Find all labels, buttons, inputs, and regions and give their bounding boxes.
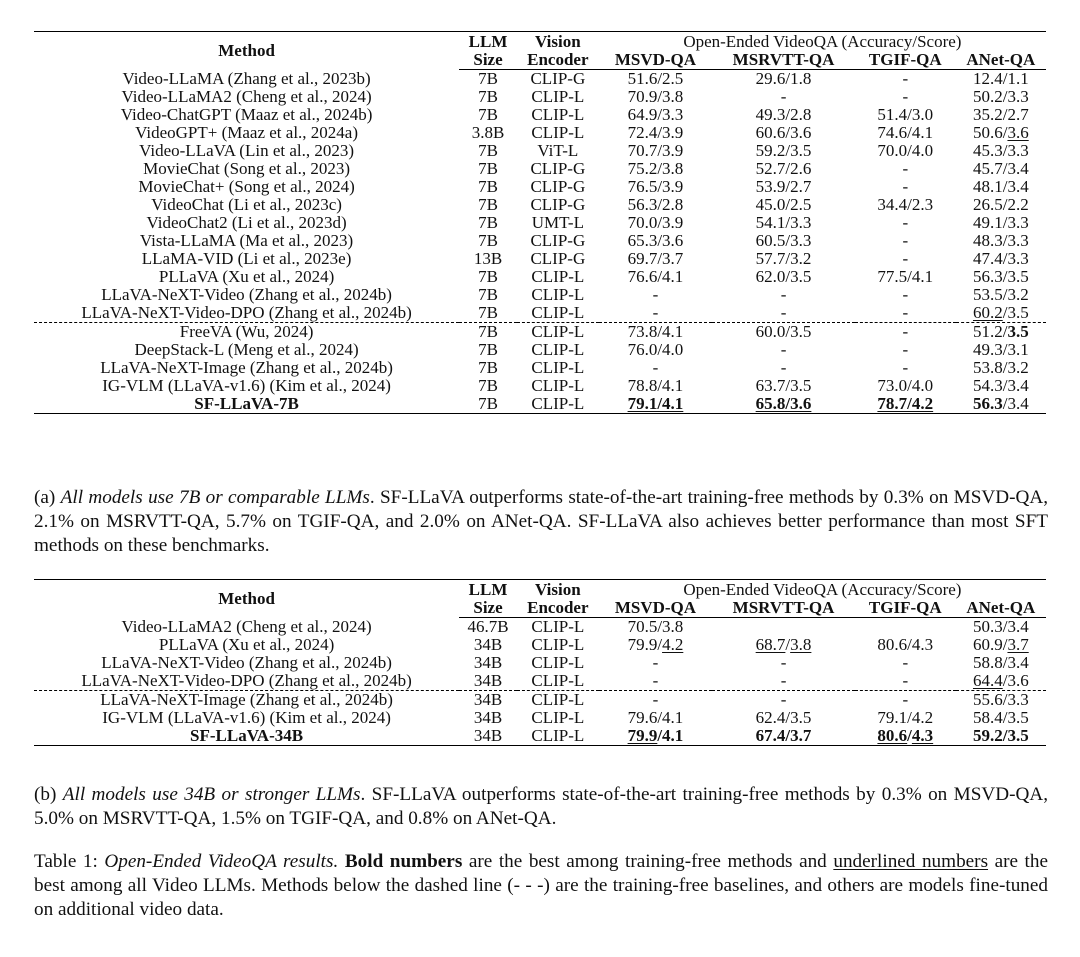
size-cell: 13B	[473, 249, 503, 268]
msvd-cell: 78.8/4.1	[627, 376, 684, 395]
anet-score-bold: 3.5	[1007, 322, 1029, 341]
msvd-cell: 69.7/3.7	[627, 249, 684, 268]
header-group: Open-Ended VideoQA (Accuracy/Score)	[599, 32, 1046, 52]
method-cell: DeepStack-L (Meng et al., 2024)	[134, 340, 359, 359]
caption-text-end: are the best among all Video LLMs. Methods below the dashed line (- - -) are the training-free baselines, and others are models fine-tuned on additional video data.	[34, 851, 1049, 920]
method-cell: IG-VLM (LLaVA-v1.6) (Kim et al., 2024)	[102, 708, 391, 727]
header-msvd: MSVD-QA	[599, 51, 712, 70]
anet-cell: 50.3/3.4	[972, 617, 1029, 636]
tgif-cell: -	[902, 340, 909, 359]
tgif-cell: -	[902, 159, 909, 178]
msrvtt-cell: 60.5/3.3	[755, 231, 812, 250]
msrvtt-cell: 54.1/3.3	[755, 213, 812, 232]
anet-cell	[956, 124, 1046, 142]
header-anet: ANet-QA	[956, 51, 1046, 70]
table-row	[34, 232, 1046, 250]
method-cell: VideoChat (Li et al., 2023c)	[151, 195, 342, 214]
caption-a	[34, 486, 1048, 558]
size-cell: 7B	[478, 141, 498, 160]
msrvtt-cell: -	[780, 671, 787, 690]
tgif-cell: 77.5/4.1	[877, 267, 934, 286]
msvd-cell: -	[652, 285, 659, 304]
encoder-cell: CLIP-L	[531, 376, 585, 395]
encoder-cell: CLIP-L	[531, 635, 585, 654]
method-cell: LLaVA-NeXT-Video-DPO (Zhang et al., 2024b)	[81, 671, 412, 690]
msrvtt-cell: -	[780, 87, 787, 106]
caption-b-italic: All models use 34B or stronger LLMs	[62, 784, 361, 805]
msrvtt-cell: 49.3/2.8	[755, 105, 812, 124]
size-cell: 7B	[478, 177, 498, 196]
header-anet: ANet-QA	[956, 599, 1046, 618]
encoder-cell: CLIP-L	[517, 691, 599, 710]
method-cell: PLLaVA (Xu et al., 2024)	[158, 635, 335, 654]
anet-cell	[956, 304, 1046, 323]
msvd-cell: 65.3/3.6	[627, 231, 684, 250]
msvd-cell: 64.9/3.3	[627, 105, 684, 124]
anet-cell: 59.2/3.5	[956, 727, 1046, 746]
anet-score-underlined: 3.7	[1007, 635, 1029, 654]
size-cell: 34B	[459, 691, 517, 710]
msvd-cell: 70.9/3.8	[627, 87, 684, 106]
size-cell: 46.7B	[467, 617, 509, 636]
anet-score: /3.6	[1002, 671, 1029, 690]
header-size: Size	[459, 51, 517, 70]
msrvtt-cell: 65.8/3.6	[712, 395, 855, 414]
size-cell: 34B	[459, 727, 517, 746]
size-cell: 7B	[478, 340, 498, 359]
header-msvd: MSVD-QA	[599, 599, 712, 618]
table-row	[34, 341, 1046, 359]
table-row	[34, 618, 1046, 637]
tgif-cell: -	[902, 671, 909, 690]
table-row	[34, 377, 1046, 395]
results-table-34b	[34, 579, 1046, 746]
anet-cell: 49.1/3.3	[972, 213, 1029, 232]
table-row	[34, 636, 1046, 654]
encoder-cell: CLIP-L	[531, 123, 585, 142]
method-cell: LLaVA-NeXT-Video (Zhang et al., 2024b)	[101, 285, 392, 304]
tgif-cell: -	[902, 177, 909, 196]
header-msrvtt: MSRVTT-QA	[712, 51, 855, 70]
size-cell: 7B	[478, 195, 498, 214]
size-cell: 34B	[473, 671, 503, 690]
msvd-cell: 75.2/3.8	[627, 159, 684, 178]
msvd-cell: 70.0/3.9	[627, 213, 684, 232]
table-row	[34, 124, 1046, 142]
anet-value: 60.9/	[972, 635, 1008, 654]
msrvtt-slash: /	[785, 635, 791, 654]
anet-cell	[956, 323, 1046, 342]
msrvtt-cell: 52.7/2.6	[755, 159, 812, 178]
msvd-score-bold: /4.1	[657, 726, 684, 745]
tgif-value-underlined: 80.6	[877, 726, 908, 745]
tgif-cell: 74.6/4.1	[877, 123, 934, 142]
anet-score: /3.4	[1002, 394, 1029, 413]
table-row	[34, 178, 1046, 196]
method-cell: VideoGPT+ (Maaz et al., 2024a)	[135, 123, 359, 142]
msvd-cell	[599, 727, 712, 746]
msvd-cell: 79.1/4.1	[599, 395, 712, 414]
table-caption	[34, 850, 1048, 922]
encoder-cell: CLIP-G	[530, 231, 586, 250]
encoder-cell: CLIP-L	[531, 617, 585, 636]
table-row	[34, 160, 1046, 178]
method-cell: LLaVA-NeXT-Image (Zhang et al., 2024b)	[100, 358, 393, 377]
tgif-cell: 51.4/3.0	[877, 105, 934, 124]
method-cell: LLaMA-VID (Li et al., 2023e)	[141, 249, 352, 268]
msvd-cell: 72.4/3.9	[627, 123, 684, 142]
encoder-cell: CLIP-L	[531, 358, 585, 377]
size-cell: 7B	[478, 231, 498, 250]
caption-b-prefix: (b)	[34, 784, 63, 805]
msrvtt-cell: 67.4/3.7	[712, 727, 855, 746]
anet-cell: 56.3/3.5	[972, 267, 1029, 286]
msvd-cell: -	[652, 653, 659, 672]
header-tgif: TGIF-QA	[855, 599, 956, 618]
encoder-cell: CLIP-G	[530, 159, 586, 178]
msrvtt-cell: -	[712, 691, 855, 710]
msrvtt-score-underlined: 3.8	[790, 635, 812, 654]
caption-text-mid: are the best among training-free methods and	[462, 851, 834, 872]
msrvtt-cell: 62.4/3.5	[755, 708, 812, 727]
table-row	[34, 359, 1046, 377]
tgif-cell: 34.4/2.3	[877, 195, 934, 214]
table-row-ours	[34, 395, 1046, 414]
encoder-cell: CLIP-L	[531, 653, 585, 672]
header-row	[34, 32, 1046, 52]
method-cell: FreeVA (Wu, 2024)	[34, 323, 459, 342]
caption-a-prefix: (a)	[34, 487, 61, 508]
msvd-cell: 76.0/4.0	[627, 340, 684, 359]
tgif-cell: -	[902, 285, 909, 304]
size-cell: 7B	[478, 267, 498, 286]
method-cell: Vista-LLaMA (Ma et al., 2023)	[139, 231, 354, 250]
msvd-cell: 73.8/4.1	[599, 323, 712, 342]
msvd-score-underlined: 4.2	[662, 635, 684, 654]
msrvtt-cell: -	[780, 303, 787, 322]
table-row	[34, 142, 1046, 160]
msrvtt-cell: 57.7/3.2	[755, 249, 812, 268]
caption-label: Table 1:	[34, 851, 105, 872]
method-cell: IG-VLM (LLaVA-v1.6) (Kim et al., 2024)	[102, 376, 391, 395]
anet-cell: 48.3/3.3	[972, 231, 1029, 250]
anet-score-underlined: 3.6	[1007, 123, 1029, 142]
tgif-cell: -	[902, 303, 909, 322]
method-cell: LLaVA-NeXT-Image (Zhang et al., 2024b)	[34, 691, 459, 710]
size-cell: 34B	[473, 708, 503, 727]
header-encoder: Encoder	[517, 599, 599, 618]
table-row	[34, 691, 1046, 710]
method-cell: Video-LLaMA (Zhang et al., 2023b)	[122, 68, 371, 88]
header-size: Size	[459, 599, 517, 618]
header-row	[34, 580, 1046, 600]
size-cell: 7B	[478, 358, 498, 377]
table-row	[34, 250, 1046, 268]
method-cell: LLaVA-NeXT-Video (Zhang et al., 2024b)	[101, 653, 392, 672]
msrvtt-cell	[712, 618, 855, 637]
msvd-value-underlined: 79.9	[627, 726, 658, 745]
encoder-cell: CLIP-L	[517, 395, 599, 414]
msrvtt-cell: 62.0/3.5	[755, 267, 812, 286]
anet-value: 51.2/	[972, 322, 1008, 341]
msvd-cell: 56.3/2.8	[627, 195, 684, 214]
msrvtt-cell: 60.0/3.5	[712, 323, 855, 342]
msrvtt-cell: 59.2/3.5	[755, 141, 812, 160]
header-group: Open-Ended VideoQA (Accuracy/Score)	[599, 580, 1046, 600]
method-cell: LLaVA-NeXT-Video-DPO (Zhang et al., 2024b)	[81, 303, 412, 322]
tgif-cell: 79.1/4.2	[877, 708, 934, 727]
encoder-cell: ViT-L	[537, 141, 579, 160]
table-row	[34, 654, 1046, 672]
encoder-cell: CLIP-L	[531, 708, 585, 727]
tgif-cell	[855, 727, 956, 746]
tgif-cell: -	[902, 87, 909, 106]
anet-cell: 48.1/3.4	[972, 177, 1029, 196]
anet-cell: 47.4/3.3	[972, 249, 1029, 268]
method-cell: Video-LLaMA2 (Cheng et al., 2024)	[121, 87, 372, 106]
table-row-ours	[34, 727, 1046, 746]
size-cell: 7B	[478, 376, 498, 395]
table-row	[34, 88, 1046, 106]
msrvtt-cell: 53.9/2.7	[755, 177, 812, 196]
results-table-7b	[34, 31, 1046, 414]
tgif-cell: -	[902, 213, 909, 232]
method-cell: Video-LLaVA (Lin et al., 2023)	[139, 141, 355, 160]
size-cell: 34B	[473, 635, 503, 654]
anet-cell: 45.3/3.3	[972, 141, 1029, 160]
size-cell: 7B	[459, 323, 517, 342]
msvd-cell: 70.7/3.9	[627, 141, 684, 160]
caption-b-text: . SF-LLaVA outperforms state-of-the-art training-free methods by 0.3% on MSVD-QA, 5.0% on MSRVTT-QA, 1.5% on TGIF-QA, and 0.8% on ANet-QA.	[34, 784, 1048, 829]
size-cell: 7B	[478, 285, 498, 304]
caption-title: Open-Ended VideoQA results.	[104, 851, 339, 872]
anet-cell	[956, 395, 1046, 414]
anet-cell: 55.6/3.3	[956, 691, 1046, 710]
table-row	[34, 323, 1046, 342]
anet-cell: 58.8/3.4	[972, 653, 1029, 672]
tgif-cell: -	[902, 653, 909, 672]
encoder-cell: CLIP-L	[531, 671, 585, 690]
msvd-cell: 76.6/4.1	[627, 267, 684, 286]
msvd-cell: 51.6/2.5	[627, 69, 684, 88]
tgif-cell: 78.7/4.2	[855, 395, 956, 414]
tgif-cell: -	[855, 691, 956, 710]
tgif-cell: 80.6/4.3	[877, 635, 934, 654]
msrvtt-cell	[712, 636, 855, 654]
msrvtt-cell: 45.0/2.5	[755, 195, 812, 214]
encoder-cell: CLIP-L	[531, 303, 585, 322]
anet-cell: 54.3/3.4	[972, 376, 1029, 395]
header-method: Method	[34, 32, 459, 70]
table-row	[34, 672, 1046, 691]
tgif-score-underlined: 4.3	[911, 726, 934, 745]
anet-cell: 53.8/3.2	[972, 358, 1029, 377]
encoder-cell: CLIP-G	[530, 69, 586, 88]
tgif-cell: -	[902, 249, 909, 268]
msvd-cell: 76.5/3.9	[627, 177, 684, 196]
tgif-cell: -	[855, 323, 956, 342]
msvd-cell: -	[652, 303, 659, 322]
size-cell: 7B	[478, 87, 498, 106]
encoder-cell: CLIP-G	[530, 177, 586, 196]
method-cell: Video-ChatGPT (Maaz et al., 2024b)	[120, 105, 373, 124]
method-cell: PLLaVA (Xu et al., 2024)	[158, 267, 335, 286]
header-encoder: Encoder	[517, 51, 599, 70]
anet-value: 50.6/	[972, 123, 1008, 142]
encoder-cell: CLIP-L	[531, 267, 585, 286]
tgif-cell: -	[902, 358, 909, 377]
method-cell: MovieChat (Song et al., 2023)	[143, 159, 350, 178]
header-method: Method	[34, 580, 459, 618]
encoder-cell: CLIP-L	[531, 340, 585, 359]
tgif-cell	[855, 618, 956, 637]
msvd-value: 79.9/	[627, 635, 663, 654]
table-row	[34, 106, 1046, 124]
table-row	[34, 709, 1046, 727]
caption-b	[34, 783, 1048, 831]
anet-score: /3.5	[1002, 303, 1029, 322]
msrvtt-cell: -	[780, 358, 787, 377]
msvd-cell: -	[652, 671, 659, 690]
caption-a-text: . SF-LLaVA outperforms state-of-the-art training-free methods by 0.3% on MSVD-QA, 2.1% on MSRVTT-QA, 5.7% on TGIF-QA, and 2.0% on ANet-QA. SF-LLaVA also achieves better performance than most SFT methods on these benchmarks.	[34, 487, 1048, 556]
header-vision: Vision	[517, 580, 599, 600]
anet-value-underlined: 60.2	[972, 303, 1003, 322]
anet-cell	[956, 672, 1046, 691]
msrvtt-cell: -	[780, 285, 787, 304]
encoder-cell: CLIP-L	[531, 105, 585, 124]
header-llm: LLM	[459, 580, 517, 600]
encoder-cell: CLIP-L	[531, 285, 585, 304]
size-cell: 7B	[478, 303, 498, 322]
anet-cell: 53.5/3.2	[972, 285, 1029, 304]
msrvtt-cell: -	[780, 340, 787, 359]
table-row	[34, 70, 1046, 89]
size-cell: 7B	[478, 159, 498, 178]
msvd-cell	[599, 636, 712, 654]
anet-cell: 12.4/1.1	[972, 69, 1029, 88]
header-llm: LLM	[459, 32, 517, 52]
method-cell: SF-LLaVA-7B	[34, 395, 459, 414]
msvd-cell: 70.5/3.8	[627, 617, 684, 636]
msvd-cell: -	[599, 691, 712, 710]
anet-value-bold: 56.3	[972, 394, 1003, 413]
table-row	[34, 304, 1046, 323]
header-msrvtt: MSRVTT-QA	[712, 599, 855, 618]
method-cell: Video-LLaMA2 (Cheng et al., 2024)	[121, 616, 372, 636]
anet-value-underlined: 64.4	[972, 671, 1003, 690]
header-vision: Vision	[517, 32, 599, 52]
size-cell: 7B	[459, 395, 517, 414]
msrvtt-value-underlined: 68.7	[755, 635, 786, 654]
table-row	[34, 196, 1046, 214]
anet-cell	[956, 636, 1046, 654]
tgif-cell: 73.0/4.0	[877, 376, 934, 395]
table-row	[34, 286, 1046, 304]
msvd-cell: 79.6/4.1	[627, 708, 684, 727]
size-cell: 7B	[478, 105, 498, 124]
method-cell: VideoChat2 (Li et al., 2023d)	[146, 213, 347, 232]
anet-cell: 58.4/3.5	[972, 708, 1029, 727]
msrvtt-cell: 29.6/1.8	[755, 69, 812, 88]
table-row	[34, 214, 1046, 232]
caption-bold-term: Bold numbers	[344, 851, 463, 872]
anet-cell: 50.2/3.3	[972, 87, 1029, 106]
size-cell: 3.8B	[471, 123, 505, 142]
caption-a-italic: All models use 7B or comparable LLMs	[60, 487, 370, 508]
msvd-cell: -	[652, 358, 659, 377]
header-tgif: TGIF-QA	[855, 51, 956, 70]
anet-cell: 45.7/3.4	[972, 159, 1029, 178]
encoder-cell: CLIP-G	[530, 249, 586, 268]
tgif-cell: 70.0/4.0	[877, 141, 934, 160]
encoder-cell: CLIP-G	[530, 195, 586, 214]
tgif-cell: -	[902, 69, 909, 88]
tgif-slash: /	[907, 726, 912, 745]
caption-underlined-term: underlined numbers	[833, 851, 989, 872]
size-cell: 7B	[478, 69, 498, 88]
msrvtt-cell: 63.7/3.5	[755, 376, 812, 395]
msrvtt-cell: 60.6/3.6	[755, 123, 812, 142]
encoder-cell: CLIP-L	[517, 323, 599, 342]
tgif-cell: -	[902, 231, 909, 250]
method-cell: MovieChat+ (Song et al., 2024)	[138, 177, 355, 196]
method-cell: SF-LLaVA-34B	[34, 727, 459, 746]
encoder-cell: CLIP-L	[517, 727, 599, 746]
anet-cell: 49.3/3.1	[972, 340, 1029, 359]
size-cell: 7B	[478, 213, 498, 232]
msrvtt-cell: -	[780, 653, 787, 672]
anet-cell: 35.2/2.7	[972, 105, 1029, 124]
size-cell: 34B	[473, 653, 503, 672]
anet-cell: 26.5/2.2	[972, 195, 1029, 214]
encoder-cell: UMT-L	[531, 213, 584, 232]
encoder-cell: CLIP-L	[531, 87, 585, 106]
table-row	[34, 268, 1046, 286]
